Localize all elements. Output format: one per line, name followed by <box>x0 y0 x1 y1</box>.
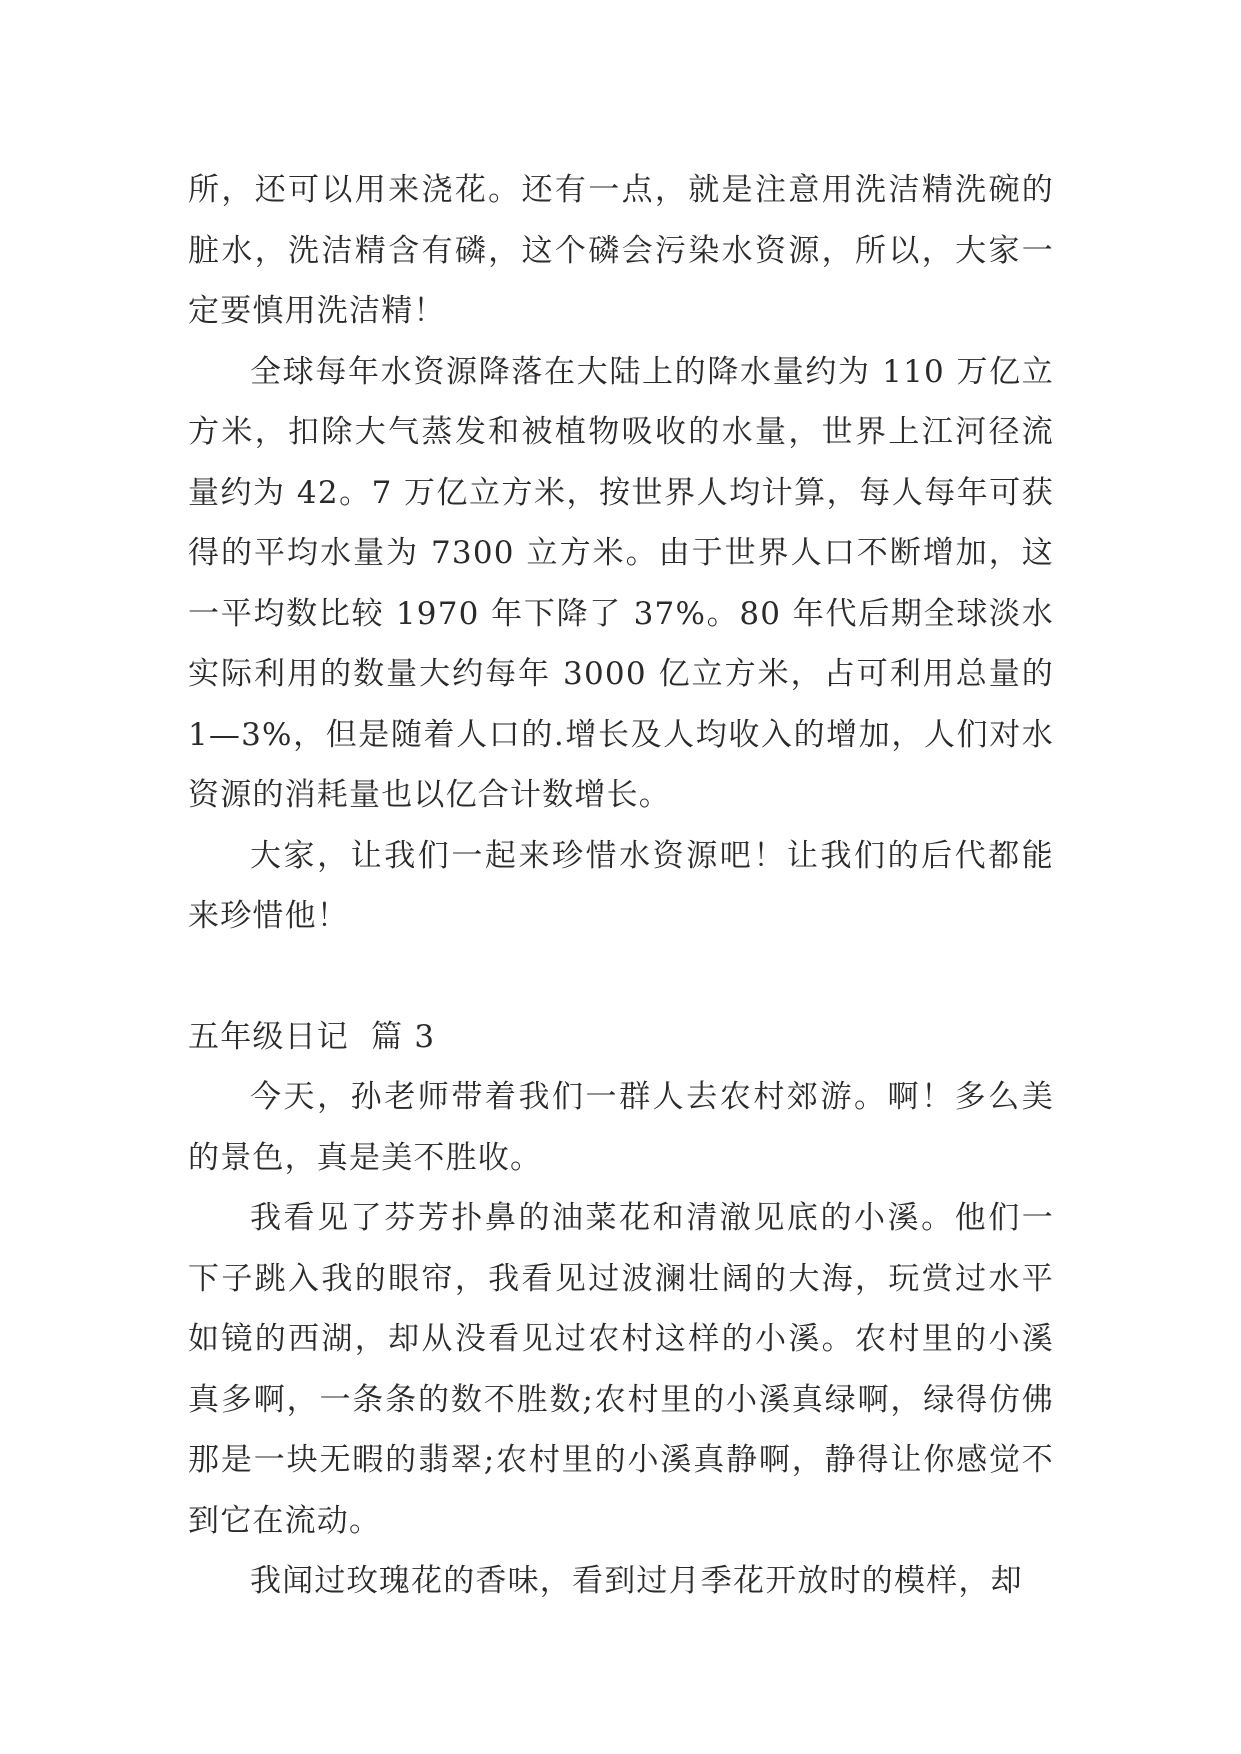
paragraph-closing-appeal: 大家，让我们一起来珍惜水资源吧！让我们的后代都能来珍惜他！ <box>188 837 1054 934</box>
paragraph-continuation: 所，还可以用来浇花。还有一点，就是注意用洗洁精洗碗的脏水，洗洁精含有磷，这个磷会污染水资源，所以，大家一定要慎用洗洁精！ <box>188 172 1054 329</box>
paragraph-stream-description: 我看见了芬芳扑鼻的油菜花和清澈见底的小溪。他们一下子跳入我的眼帘，我看见过波澜壮阔的大海，玩赏过水平如镜的西湖，却从没看见过农村这样的小溪。农村里的小溪真多啊，一条条的数不胜数;农村里的小溪真绿啊，绿得仿佛那是一块无暇的翡翠;农村里的小溪真静啊，静得让你感觉不到它在流动。 <box>188 1200 1054 1539</box>
document-body <box>188 160 1054 1612</box>
section-spacer <box>188 947 1054 1007</box>
paragraph-water-statistics: 全球每年水资源降落在大陆上的降水量约为 110 万亿立方米，扣除大气蒸发和被植物吸收的水量，世界上江河径流量约为 42。7 万亿立方米，按世界人均计算，每人每年可获得的平均水量为 7300 立方米。由于世界人口不断增加，这一平均数比较 1970 年下降了 37%。80 年代后期全球淡水实际利用的数量大约每年 3000 亿立方米，占可利用总量的 1—3%，但是随着人口的.增长及人均收入的增加，人们对水资源的消耗量也以亿合计数增长。 <box>188 353 1054 813</box>
paragraph-flowers: 我闻过玫瑰花的香味，看到过月季花开放时的模样，却 <box>250 1563 1023 1599</box>
paragraph-outing-intro: 今天，孙老师带着我们一群人去农村郊游。啊！多么美的景色，真是美不胜收。 <box>188 1079 1054 1176</box>
section-heading: 五年级日记 篇 3 <box>188 1018 436 1055</box>
